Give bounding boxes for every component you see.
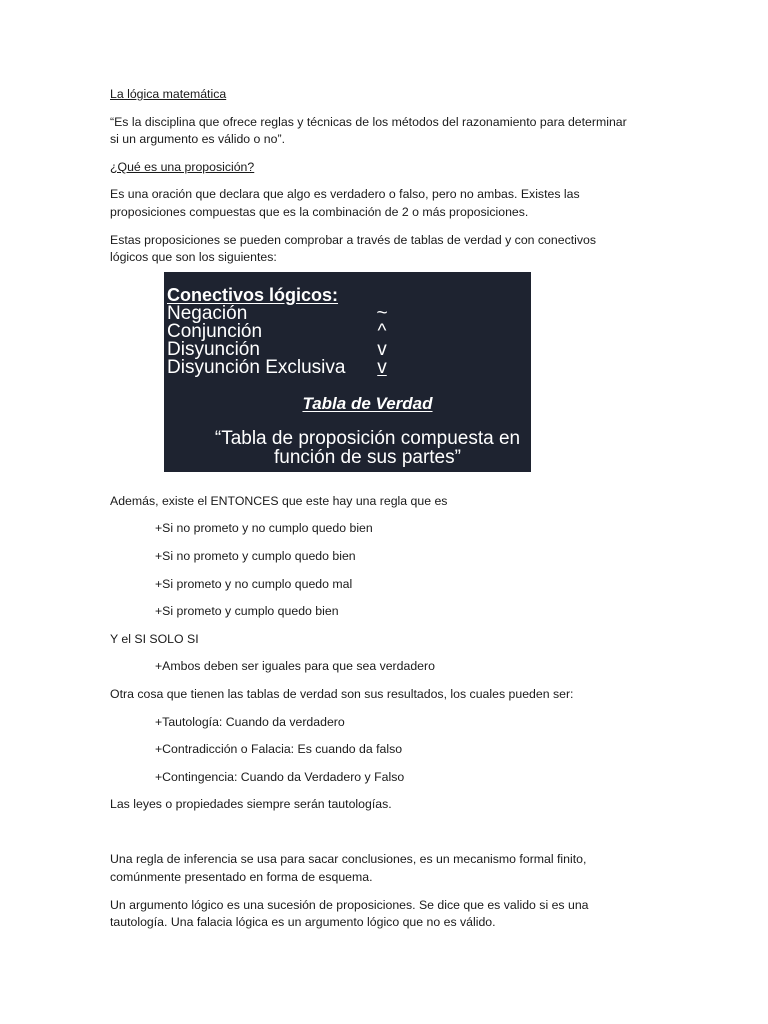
connective-name: Disyunción [167,338,260,360]
results-intro-text: Otra cosa que tienen las tablas de verdad son sus resultados, los cuales pueden ser: [110,686,574,701]
connectives-intro-line: lógicos que son los siguientes: [110,250,277,265]
empty-paragraph [110,824,768,842]
figure-caption-block [204,394,531,467]
definition-paragraph [110,114,768,149]
connective-symbol: v [377,338,387,360]
title-text: La lógica matemática [110,87,227,101]
question-text: ¿Qué es una proposición? [110,159,255,174]
entonces-rule-text: +Si prometo y no cumplo quedo mal [155,576,353,591]
inference-line: comúnmente presentado en forma de esquema. [110,870,373,885]
entonces-rule-text: +Si prometo y cumplo quedo bien [155,604,339,619]
entonces-rule [110,576,768,594]
entonces-rule [110,548,768,566]
inference-line: Una regla de inferencia se usa para sacar conclusiones, es un mecanismo formal finito, [110,852,587,867]
connectives-figure [164,272,531,472]
connective-name: Negación [167,302,248,324]
argument-paragraph [110,897,768,932]
entonces-intro-text: Además, existe el ENTONCES que este hay una regla que es [110,493,448,508]
connective-row-disyuncion-exclusiva [167,356,531,378]
connective-name: Disyunción Exclusiva [167,356,346,378]
si-solo-si-intro-text: Y el SI SOLO SI [110,631,199,646]
connective-name: Conjunción [167,320,263,342]
connectives-intro-line: Estas proposiciones se pueden comprobar a través de tablas de verdad y con conectivos [110,232,597,247]
laws-text: Las leyes o propiedades siempre serán tautologías. [110,797,392,812]
section-question [110,159,768,177]
entonces-rule [110,520,768,538]
entonces-rule [110,603,768,621]
connectives-intro-paragraph [110,232,768,267]
si-solo-si-rule [110,658,768,676]
result-item-text: +Tautología: Cuando da verdadero [155,714,345,729]
result-item [110,741,768,759]
connective-symbol: ^ [377,320,387,342]
figure-quote-line: “Tabla de proposición compuesta en [214,427,521,449]
connective-symbol: ~ [376,302,388,324]
connective-symbol: v [377,356,387,378]
proposition-line: proposiciones compuestas que es la combinación de 2 o más proposiciones. [110,204,529,219]
figure-heading: Conectivos lógicos: [167,284,339,305]
entonces-rule-text: +Si no prometo y no cumplo quedo bien [155,521,373,536]
figure-quote-line: función de sus partes” [274,446,461,468]
proposition-paragraph [110,186,768,221]
argument-line: Un argumento lógico es una sucesión de proposiciones. Se dice que es valido si es una [110,897,589,912]
figure-quote [204,429,531,467]
results-intro [110,686,768,704]
proposition-line: Es una oración que declara que algo es verdadero o falso, pero no ambas. Existes las [110,187,580,202]
result-item-text: +Contradicción o Falacia: Es cuando da falso [155,742,403,757]
si-solo-si-rule-text: +Ambos deben ser iguales para que sea verdadero [155,659,435,674]
argument-line: tautología. Una falacia lógica es un argumento lógico que no es válido. [110,915,496,930]
si-solo-si-intro [110,631,768,649]
inference-paragraph [110,851,768,886]
definition-line: “Es la disciplina que ofrece reglas y técnicas de los métodos del razonamiento para determinar [110,114,627,129]
result-item [110,714,768,732]
definition-line: si un argumento es válido o no”. [110,132,285,147]
result-item [110,769,768,787]
document-title [110,86,768,104]
entonces-intro [110,493,768,511]
result-item-text: +Contingencia: Cuando da Verdadero y Falso [155,769,405,784]
figure-subheading: Tabla de Verdad [302,393,433,413]
laws-paragraph [110,796,768,814]
entonces-rule-text: +Si no prometo y cumplo quedo bien [155,548,356,563]
